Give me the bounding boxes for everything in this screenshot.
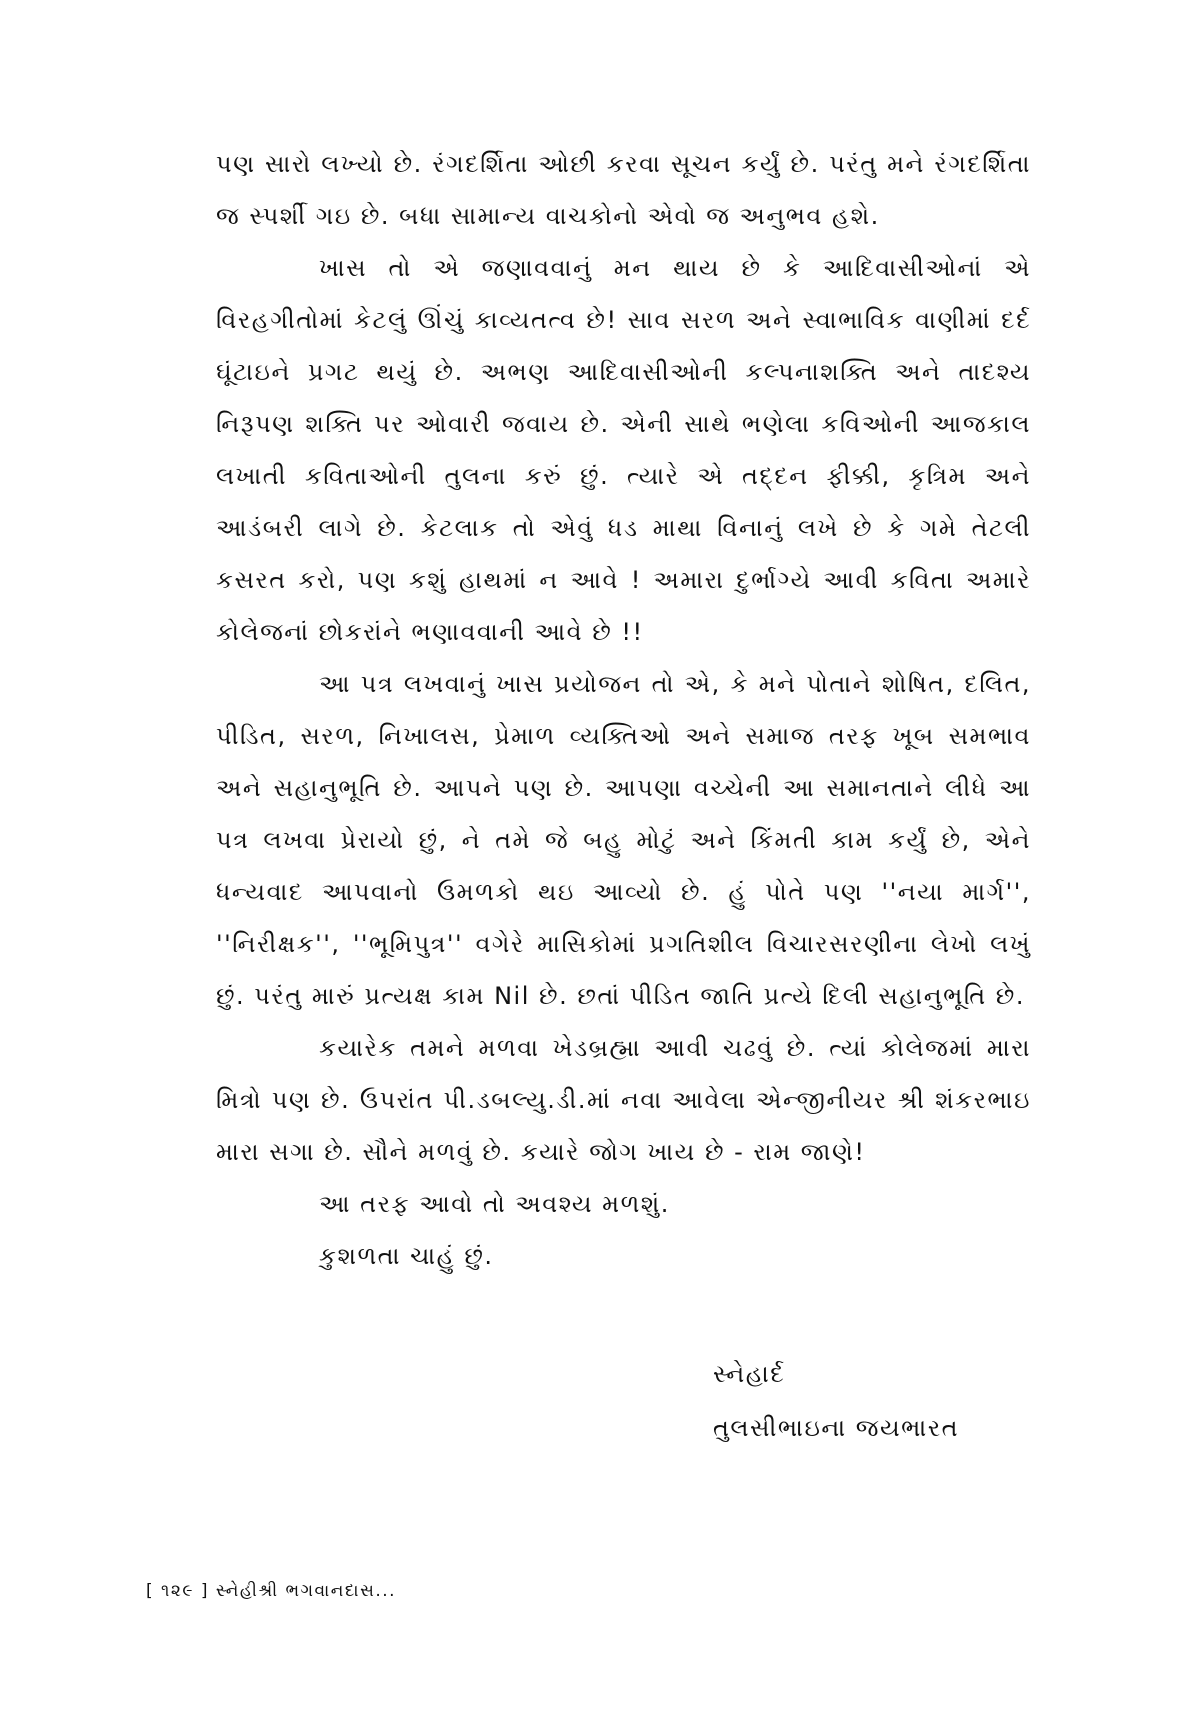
page-footer: [ ૧૨૯ ] સ્નેહીશ્રી ભગવાનદાસ... [146,1581,397,1601]
paragraph-1: પણ સારો લખ્યો છે. રંગદર્શિતા ઓછી કરવા સૂચન કર્યું છે. પરંતુ મને રંગદર્શિતા જ સ્પર્શી ગઇ છે. બધા સામાન્ય વાચકોનો એવો જ અનુભવ હશે. [216,150,1031,230]
paragraph-2: ખાસ તો એ જણાવવાનું મન થાય છે કે આદિવાસીઓનાં એ વિરહગીતોમાં કેટલું ઊંચું કાવ્યતત્વ છે! સાવ સરળ અને સ્વાભાવિક વાણીમાં દર્દ ઘૂંટાઇને પ્રગટ થયું છે. અભણ આદિવાસીઓની કલ્પનાશક્તિ અને તાદશ્ય નિરૂપણ શક્તિ પર ઓવારી જવાય છે. એની સાથે ભણેલા કવિઓની આજકાલ લખાતી કવિતાઓની તુલના કરું છું. ત્યારે એ તદ્દન ફીક્કી, કૃત્રિમ અને આડંબરી લાગે છે. કેટલાક તો એવું ધડ માથા વિનાનું લખે છે કે ગમે તેટલી કસરત કરો, પણ કશું હાથમાં ન આવે ! અમારા દુર્ભાગ્યે આવી કવિતા અમારે કોલેજનાં છોકરાંને ભણાવવાની આવે છે !! [216,254,1031,646]
paragraph-4: કયારેક તમને મળવા ખેડબ્રહ્મા આવી ચઢવું છે. ત્યાં કોલેજમાં મારા મિત્રો પણ છે. ઉપરાંત પી.ડબલ્યુ.ડી.માં નવા આવેલા એન્જીનીયર શ્રી શંકરભાઇ મારા સગા છે. સૌને મળવું છે. કયારે જોગ ખાય છે - રામ જાણે! [216,1034,1031,1166]
signature-block [713,1347,959,1455]
signature-name: તુલસીભાઇના જયભારત [713,1414,960,1442]
signature-salutation: સ્નેહાર્દ [713,1360,786,1388]
paragraph-3: આ પત્ર લખવાનું ખાસ પ્રયોજન તો એ, કે મને પોતાને શોષિત, દલિત, પીડિત, સરળ, નિખાલસ, પ્રેમાળ વ્યક્તિઓ અને સમાજ તરફ ખૂબ સમભાવ અને સહાનુભૂતિ છે. આપને પણ છે. આપણા વચ્ચેની આ સમાનતાને લીધે આ પત્ર લખવા પ્રેરાયો છું, ને તમે જે બહુ મોટું અને કિંમતી કામ કર્યું છે, એને ધન્યવાદ આપવાનો ઉમળકો થઇ આવ્યો છે. હું પોતે પણ ''નયા માર્ગ'', ''નિરીક્ષક'', ''ભૂમિપુત્ર'' વગેરે માસિકોમાં પ્રગતિશીલ વિચારસરણીના લેખો લખું છું. પરંતુ મારું પ્રત્યક્ષ કામ Nil છે. છતાં પીડિત જાતિ પ્રત્યે દિલી સહાનુભૂતિ છે. [216,670,1031,1010]
letter-body [216,138,1031,1282]
closing-line-1: આ તરફ આવો તો અવશ્ય મળશું. [319,1190,670,1218]
closing-line-2: કુશળતા ચાહું છું. [319,1242,494,1270]
closing-lines [216,1178,1031,1282]
